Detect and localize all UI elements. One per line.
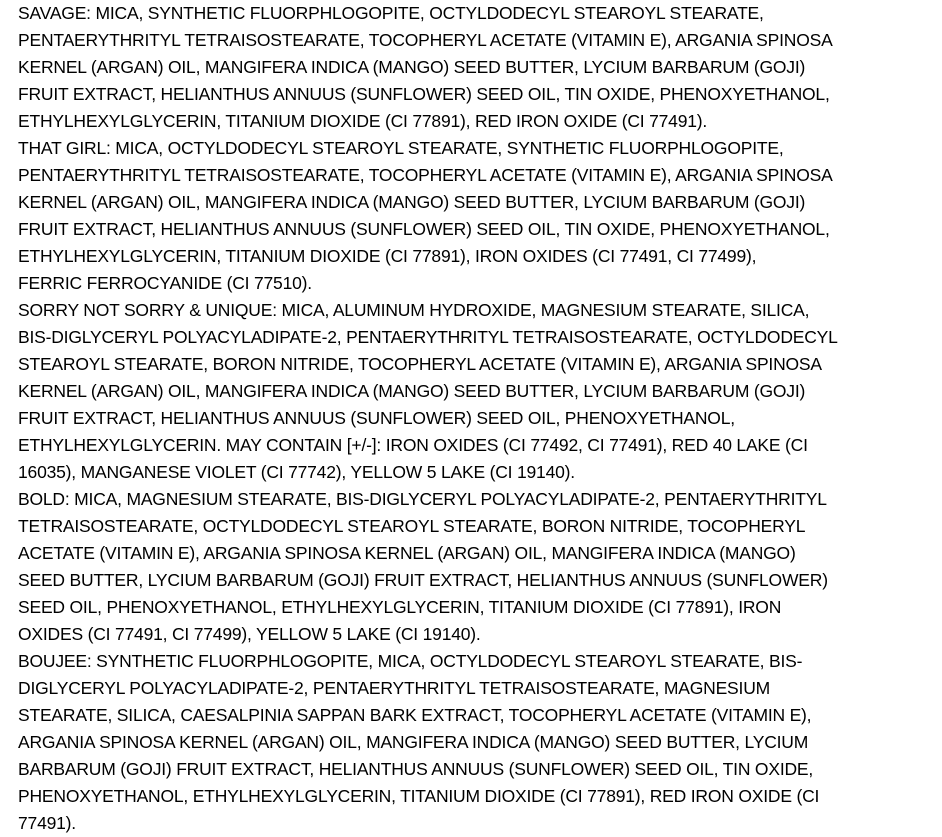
text-line: FRUIT EXTRACT, HELIANTHUS ANNUUS (SUNFLOWER) SEED OIL, TIN OXIDE, PHENOXYETHANOL, [18,219,830,239]
text-line: THAT GIRL: MICA, OCTYLDODECYL STEAROYL STEARATE, SYNTHETIC FLUORPHLOGOPITE, [18,138,784,158]
ingredient-entry-bold [18,486,942,648]
text-line: BARBARUM (GOJI) FRUIT EXTRACT, HELIANTHUS ANNUUS (SUNFLOWER) SEED OIL, TIN OXIDE, [18,759,814,779]
text-line: SEED OIL, PHENOXYETHANOL, ETHYLHEXYLGLYCERIN, TITANIUM DIOXIDE (CI 77891), IRON [18,597,782,617]
text-line: FERRIC FERROCYANIDE (CI 77510). [18,273,312,293]
text-line: PHENOXYETHANOL, ETHYLHEXYLGLYCERIN, TITANIUM DIOXIDE (CI 77891), RED IRON OXIDE (CI [18,786,820,806]
text-line: 77491). [18,813,76,833]
text-line: BIS-DIGLYCERYL POLYACYLADIPATE-2, PENTAERYTHRITYL TETRAISOSTEARATE, OCTYLDODECYL [18,327,838,347]
text-line: STEAROYL STEARATE, BORON NITRIDE, TOCOPHERYL ACETATE (VITAMIN E), ARGANIA SPINOSA [18,354,822,374]
text-line: PENTAERYTHRITYL TETRAISOSTEARATE, TOCOPHERYL ACETATE (VITAMIN E), ARGANIA SPINOSA [18,30,833,50]
text-line: SAVAGE: MICA, SYNTHETIC FLUORPHLOGOPITE, OCTYLDODECYL STEAROYL STEARATE, [18,3,764,23]
text-line: FRUIT EXTRACT, HELIANTHUS ANNUUS (SUNFLOWER) SEED OIL, PHENOXYETHANOL, [18,408,735,428]
ingredient-entry-savage [18,0,942,135]
text-line: KERNEL (ARGAN) OIL, MANGIFERA INDICA (MANGO) SEED BUTTER, LYCIUM BARBARUM (GOJI) [18,57,806,77]
text-line: SORRY NOT SORRY & UNIQUE: MICA, ALUMINUM HYDROXIDE, MAGNESIUM STEARATE, SILICA, [18,300,810,320]
text-line: TETRAISOSTEARATE, OCTYLDODECYL STEAROYL STEARATE, BORON NITRIDE, TOCOPHERYL [18,516,806,536]
text-line: STEARATE, SILICA, CAESALPINIA SAPPAN BARK EXTRACT, TOCOPHERYL ACETATE (VITAMIN E), [18,705,812,725]
ingredient-entry-boujee [18,648,942,837]
text-line: PENTAERYTHRITYL TETRAISOSTEARATE, TOCOPHERYL ACETATE (VITAMIN E), ARGANIA SPINOSA [18,165,833,185]
text-line: SEED BUTTER, LYCIUM BARBARUM (GOJI) FRUIT EXTRACT, HELIANTHUS ANNUUS (SUNFLOWER) [18,570,828,590]
text-line: 16035), MANGANESE VIOLET (CI 77742), YELLOW 5 LAKE (CI 19140). [18,462,575,482]
ingredient-entry-that-girl [18,135,942,297]
text-line: ETHYLHEXYLGLYCERIN, TITANIUM DIOXIDE (CI 77891), IRON OXIDES (CI 77491, CI 77499), [18,246,757,266]
text-line: ARGANIA SPINOSA KERNEL (ARGAN) OIL, MANGIFERA INDICA (MANGO) SEED BUTTER, LYCIUM [18,732,809,752]
text-line: KERNEL (ARGAN) OIL, MANGIFERA INDICA (MANGO) SEED BUTTER, LYCIUM BARBARUM (GOJI) [18,192,806,212]
text-line: FRUIT EXTRACT, HELIANTHUS ANNUUS (SUNFLOWER) SEED OIL, TIN OXIDE, PHENOXYETHANOL, [18,84,830,104]
text-line: KERNEL (ARGAN) OIL, MANGIFERA INDICA (MANGO) SEED BUTTER, LYCIUM BARBARUM (GOJI) [18,381,806,401]
text-line: BOLD: MICA, MAGNESIUM STEARATE, BIS-DIGLYCERYL POLYACYLADIPATE-2, PENTAERYTHRITYL [18,489,827,509]
text-line: ACETATE (VITAMIN E), ARGANIA SPINOSA KERNEL (ARGAN) OIL, MANGIFERA INDICA (MANGO) [18,543,796,563]
ingredient-entry-sorry-not-sorry-unique [18,297,942,486]
text-line: ETHYLHEXYLGLYCERIN. MAY CONTAIN [+/-]: IRON OXIDES (CI 77492, CI 77491), RED 40 LAKE (CI [18,435,808,455]
text-line: OXIDES (CI 77491, CI 77499), YELLOW 5 LAKE (CI 19140). [18,624,481,644]
text-line: ETHYLHEXYLGLYCERIN, TITANIUM DIOXIDE (CI 77891), RED IRON OXIDE (CI 77491). [18,111,708,131]
text-line: BOUJEE: SYNTHETIC FLUORPHLOGOPITE, MICA, OCTYLDODECYL STEAROYL STEARATE, BIS- [18,651,803,671]
text-line: DIGLYCERYL POLYACYLADIPATE-2, PENTAERYTHRITYL TETRAISOSTEARATE, MAGNESIUM [18,678,771,698]
